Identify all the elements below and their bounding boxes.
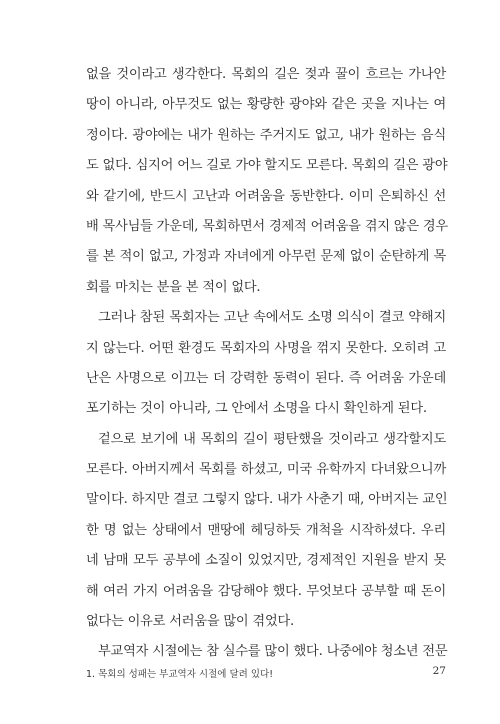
page-number: 27 xyxy=(432,665,446,677)
text-line: 지 않는다. 어떤 환경도 목회자의 사명을 꺾지 못한다. 오히려 고 xyxy=(86,340,446,356)
text-line: 모른다. 아버지께서 목회를 하셨고, 미국 유학까지 다녀왔으니까 xyxy=(86,462,446,478)
text-line: 없다는 이유로 서러움을 많이 겪었다. xyxy=(86,614,295,630)
text-line: 정이다. 광야에는 내가 원하는 주거지도 없고, 내가 원하는 음식 xyxy=(86,127,446,143)
text-line: 겉으로 보기에 내 목회의 길이 평탄했을 것이라고 생각할지도 xyxy=(98,431,446,447)
text-line: 해 여러 가지 어려움을 감당해야 했다. 무엇보다 공부할 때 돈이 xyxy=(86,583,446,599)
text-line: 부교역자 시절에는 참 실수를 많이 했다. 나중에야 청소년 전문 xyxy=(98,644,448,660)
text-line: 회를 마치는 분을 본 적이 없다. xyxy=(86,279,261,295)
text-line: 한 명 없는 상태에서 맨땅에 헤딩하듯 개척을 시작하셨다. 우리 xyxy=(86,522,446,538)
text-line: 없을 것이라고 생각한다. 목회의 길은 젖과 꿀이 흐르는 가나안 xyxy=(86,67,446,82)
text-line: 와 같기에, 반드시 고난과 어려움을 동반한다. 이미 은퇴하신 선 xyxy=(86,188,446,204)
text-line: 네 남매 모두 공부에 소질이 있었지만, 경제적인 지원을 받지 못 xyxy=(86,553,446,569)
text-line: 포기하는 것이 아니라, 그 안에서 소명을 다시 확인하게 된다. xyxy=(86,401,427,417)
text-line: 난은 사명으로 이끄는 더 강력한 동력이 된다. 즉 어려움 가운데 xyxy=(86,370,446,386)
text-line: 배 목사님들 가운데, 목회하면서 경제적 어려움을 겪지 않은 경우 xyxy=(86,218,448,234)
text-line: 도 없다. 심지어 어느 길로 가야 할지도 모른다. 목회의 길은 광야 xyxy=(86,158,448,174)
page-footer xyxy=(86,666,446,682)
running-title: 1. 목회의 성패는 부교역자 시절에 달려 있다! xyxy=(86,669,274,680)
text-line: 를 본 적이 없고, 가정과 자녀에게 아무런 문제 없이 순탄하게 목 xyxy=(86,249,446,265)
text-line: 말이다. 하지만 결코 그렇지 않다. 내가 사춘기 때, 아버지는 교인 xyxy=(86,492,448,508)
text-line: 그러나 참된 목회자는 고난 속에서도 소명 의식이 결코 약해지 xyxy=(98,310,446,326)
body-text xyxy=(86,60,446,668)
text-line: 땅이 아니라, 아무것도 없는 황량한 광야와 같은 곳을 지나는 여 xyxy=(86,97,446,113)
